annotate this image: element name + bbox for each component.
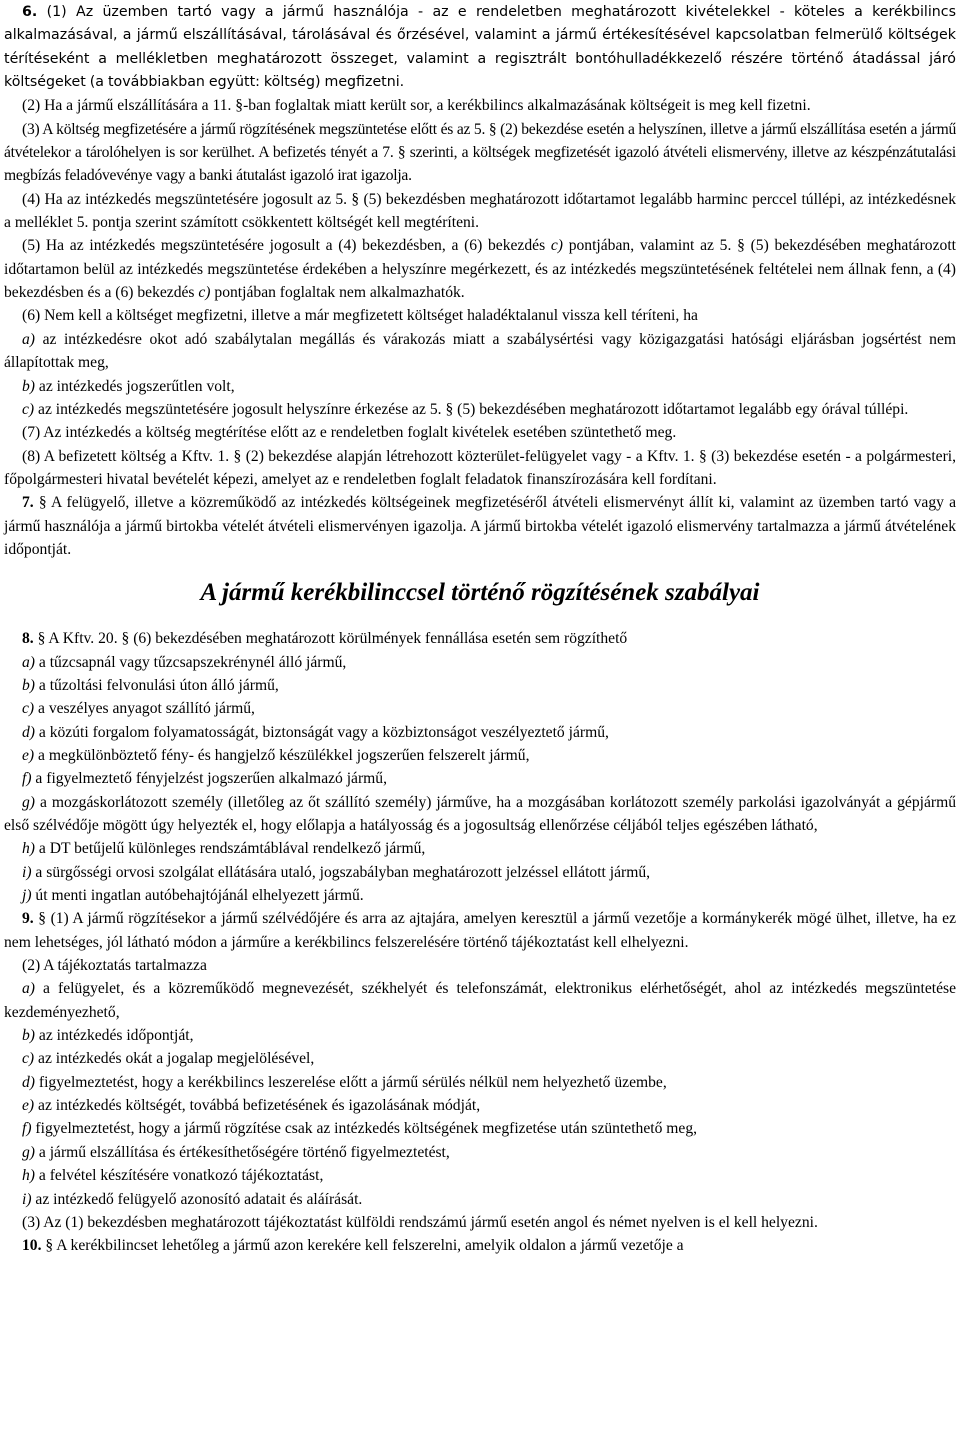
list-item-text: a figyelmeztető fényjelzést jogszerűen alkalmazó jármű, (31, 770, 387, 788)
paragraph-text: pontjában foglaltak nem alkalmazhatók. (210, 284, 465, 302)
list-item-text: figyelmeztetést, hogy a jármű rögzítése csak az intézkedés költségének megfizetése után szüntethető meg, (31, 1120, 698, 1138)
point-label: c) (22, 700, 35, 718)
list-item-text: a jármű elszállítása és értékesíthetőségére történő figyelmeztetést, (35, 1143, 450, 1161)
list-item (4, 1141, 956, 1164)
list-item (4, 837, 956, 860)
section-6-paragraph-7: (7) Az intézkedés a költség megtérítése előtt az e rendeletben foglalt kivételek esetében szüntethető meg. (22, 424, 677, 442)
section-6-paragraph-6: (6) Nem kell a költséget megfizetni, illetve a már megfizetett költséget haladéktalanul vissza kell téríteni, ha (22, 307, 698, 325)
section-6-paragraph-4: (4) Ha az intézkedés megszüntetésére jogosult az 5. § (5) bekezdésben meghatározott időtartamot legalább harminc perccel túllépi, az intézkedésnek a melléklet 5. pontja szerint számított csökkentett költségét kell megtéríteni. (4, 190, 956, 232)
section-6-paragraph-3: (3) A költség megfizetésére a jármű rögzítésének megszüntetése előtt és az 5. § (2) bekezdése esetén a helyszínen, illetve a jármű elszállítása esetén a jármű átvételekor a tárolóhelyen is sor kerülhet. A befizetés tényét a 7. § szerinti, a költségek megfizetését igazoló átvételi elismervény, illetve az készpénzátutalási megbízás feladóvevénye vagy a banki átutalást igazoló irat igazolja. (4, 120, 956, 185)
paragraph-text: (5) Ha az intézkedés megszüntetésére jogosult a (4) bekezdésben, a (6) bekezdés (22, 237, 551, 255)
list-item (4, 1117, 956, 1140)
list-item-text: az intézkedés jogszerűtlen volt, (35, 377, 235, 395)
section-6-paragraph-8: (8) A befizetett költség a Kftv. 1. § (2) bekezdése alapján létrehozott közterület-felügyelet vagy - a Kftv. 1. § (3) bekezdése esetén - a polgármesteri, főpolgármesteri hivatal bevételét képezi, amelyet az e rendeletben foglalt feladatok finanszírozására kell fordítani. (4, 447, 956, 488)
paragraph-text: § A kerékbilincset lehetőleg a jármű azon kerekére kell felszerelni, amelyik oldalon a jármű vezetője a (41, 1237, 684, 1255)
list-item-text: a tűzcsapnál vagy tűzcsapszekrénynél álló jármű, (35, 653, 347, 671)
point-label: c) (22, 400, 35, 418)
paragraph-text: § A Kftv. 20. § (6) bekezdésében meghatározott körülmények fennállása esetén sem rögzíthető (33, 630, 628, 648)
list-item (4, 674, 956, 697)
section-10 (4, 1234, 956, 1257)
point-label: i) (22, 863, 32, 881)
list-item-text: az intézkedésre okot adó szabálytalan megállás és várakozás miatt a szabálysértési vagy közigazgatási hatósági eljárásban jogsértést nem állapítottak meg, (4, 330, 956, 372)
list-item-text: figyelmeztetést, hogy a kerékbilincs leszerelése előtt a jármű sérülés nélkül nem helyezhető üzembe, (35, 1073, 667, 1091)
section-number: 9. (22, 910, 34, 928)
list-item (4, 1024, 956, 1047)
list-item-text: a sürgősségi orvosi szolgálat ellátására utaló, jogszabályban meghatározott jelzéssel ellátott jármű, (31, 863, 651, 881)
section-number: 6. (22, 4, 38, 20)
section-number: 10. (22, 1237, 42, 1255)
list-item-text: a felügyelet, és a közreműködő megnevezését, székhelyét és telefonszámát, elektronikus elérhetőségét, ahol az intézkedés megszüntetése kezdeményezhető, (4, 980, 956, 1021)
list-item (4, 977, 956, 1024)
section-8 (4, 627, 956, 650)
list-item-text: az intézkedés okát a jogalap megjelölésével, (34, 1050, 315, 1068)
list-item (4, 791, 956, 838)
point-label: g) (22, 1143, 35, 1161)
point-label: e) (22, 1097, 35, 1115)
list-item (4, 767, 956, 790)
list-item (4, 884, 956, 907)
list-item-text: a DT betűjelű különleges rendszámtáblával rendelkező jármű, (35, 840, 426, 858)
point-label: a) (22, 653, 35, 671)
point-label: c) (198, 284, 211, 302)
list-item-text: a felvétel készítésére vonatkozó tájékoztatást, (35, 1167, 324, 1185)
list-item (4, 744, 956, 767)
list-item-text: út menti ingatlan autóbehajtójánál elhelyezett jármű. (31, 887, 364, 905)
point-label: i) (22, 1190, 32, 1208)
point-label: b) (22, 377, 35, 395)
paragraph-text: § A felügyelő, illetve a közreműködő az intézkedés költségeinek megfizetéséről átvételi elismervényt állít ki, valamint az üzemben tartó vagy a jármű használója a jármű birtokba vételét átvételi elismervényen igazolja. A jármű birtokba vételét igazoló elismervény tartalmazza a jármű átvételének időpontját. (4, 494, 956, 558)
list-item (4, 1188, 956, 1211)
point-label: d) (22, 1073, 35, 1091)
section-6-paragraph-2: (2) Ha a jármű elszállítására a 11. §-ban foglaltak miatt került sor, a kerékbilincs alkalmazásának költségeit is meg kell fizetni. (22, 97, 811, 115)
point-label: b) (22, 1027, 35, 1045)
section-6-paragraph-1 (4, 1, 956, 94)
point-label: a) (22, 980, 35, 998)
list-item (4, 1047, 956, 1070)
section-9-paragraph-2: (2) A tájékoztatás tartalmazza (22, 957, 207, 975)
list-item-text: a tűzoltási felvonulási úton álló jármű, (35, 676, 279, 694)
list-item-text: az intézkedés megszüntetésére jogosult helyszínre érkezése az 5. § (5) bekezdésében meghatározott időtartamot legalább egy órával túllépi. (34, 400, 909, 418)
list-item-text: az intézkedés időpontját, (35, 1027, 194, 1045)
list-item (4, 398, 956, 421)
point-label: f) (22, 1120, 32, 1138)
paragraph-text: pontjában, valamint az 5. § (5) bekezdésében meghatározott időtartamon belül az intézkedés megszüntetése érdekében a helyszínre megérkezett, és az intézkedés megszüntetésének feltételei nem állnak fenn, a (4) bekezdésben és a (6) bekezdés (4, 237, 956, 302)
point-label: j) (22, 887, 32, 905)
section-6-paragraph-5 (4, 234, 956, 304)
section-7 (4, 491, 956, 561)
point-label: b) (22, 676, 35, 694)
point-label: h) (22, 1167, 35, 1185)
list-item-text: a mozgáskorlátozott személy (illetőleg az őt szállító személy) járműve, ha a mozgásában korlátozott személy parkolási igazolványát a gépjármű első szélvédője mögött úgy helyezték el, hogy előlapja a hatályosság és a jogosultság ellenőrzése céljából teljes egészében látható, (4, 793, 956, 834)
list-item-text: a közúti forgalom folyamatosságát, biztonságát vagy a közbiztonságot veszélyeztető jármű, (35, 723, 609, 741)
section-number: 8. (22, 630, 34, 648)
list-item (4, 721, 956, 744)
point-label: c) (550, 237, 563, 255)
chapter-heading: A jármű kerékbilinccsel történő rögzítésének szabályai (200, 579, 760, 607)
list-item (4, 1071, 956, 1094)
list-item (4, 1164, 956, 1187)
list-item (4, 1094, 956, 1117)
section-9-paragraph-1 (4, 907, 956, 954)
list-item (4, 651, 956, 674)
paragraph-text: § (1) A jármű rögzítésekor a jármű szélvédőjére és arra az ajtajára, amelyen keresztül a jármű vezetője a kormánykerék mögé ülhet, illetve, ha ez nem lehetséges, jól látható módon a járműre a kerékbilincs felszerelésére történő tájékoztatást kell elhelyezni. (4, 910, 956, 951)
list-item-text: a megkülönböztető fény- és hangjelző készülékkel jogszerűen felszerelt jármű, (34, 746, 530, 764)
list-item (4, 861, 956, 884)
point-label: g) (22, 793, 35, 811)
point-label: d) (22, 723, 35, 741)
list-item (4, 375, 956, 398)
document-page (4, 1, 956, 1258)
section-9-paragraph-3: (3) Az (1) bekezdésben meghatározott tájékoztatást külföldi rendszámú jármű esetén angol és német nyelven is el kell helyezni. (22, 1213, 818, 1231)
point-label: e) (22, 746, 35, 764)
list-item (4, 697, 956, 720)
list-item (4, 328, 956, 375)
list-item-text: az intézkedés költségét, továbbá befizetésének és igazolásának módját, (34, 1097, 481, 1115)
paragraph-text: (1) Az üzemben tartó vagy a jármű használója - az e rendeletben meghatározott kivételekkel - köteles a kerékbilincs alkalmazásával, a jármű elszállításával, tárolásával és őrzésével, valamint a jármű értékesítésével kapcsolatban felmerülő költségek térítéseként a mellékletben meghatározott összeget, valamint a regisztrált bontóhulladékkezelő részére történő átadással járó költségeket (a továbbiakban együtt: költség) megfizetni. (4, 4, 956, 91)
point-label: f) (22, 770, 32, 788)
list-item-text: a veszélyes anyagot szállító jármű, (34, 700, 255, 718)
point-label: c) (22, 1050, 35, 1068)
list-item-text: az intézkedő felügyelő azonosító adatait és aláírását. (31, 1190, 363, 1208)
point-label: h) (22, 840, 35, 858)
point-label: a) (22, 330, 35, 348)
section-number: 7. (22, 494, 34, 512)
